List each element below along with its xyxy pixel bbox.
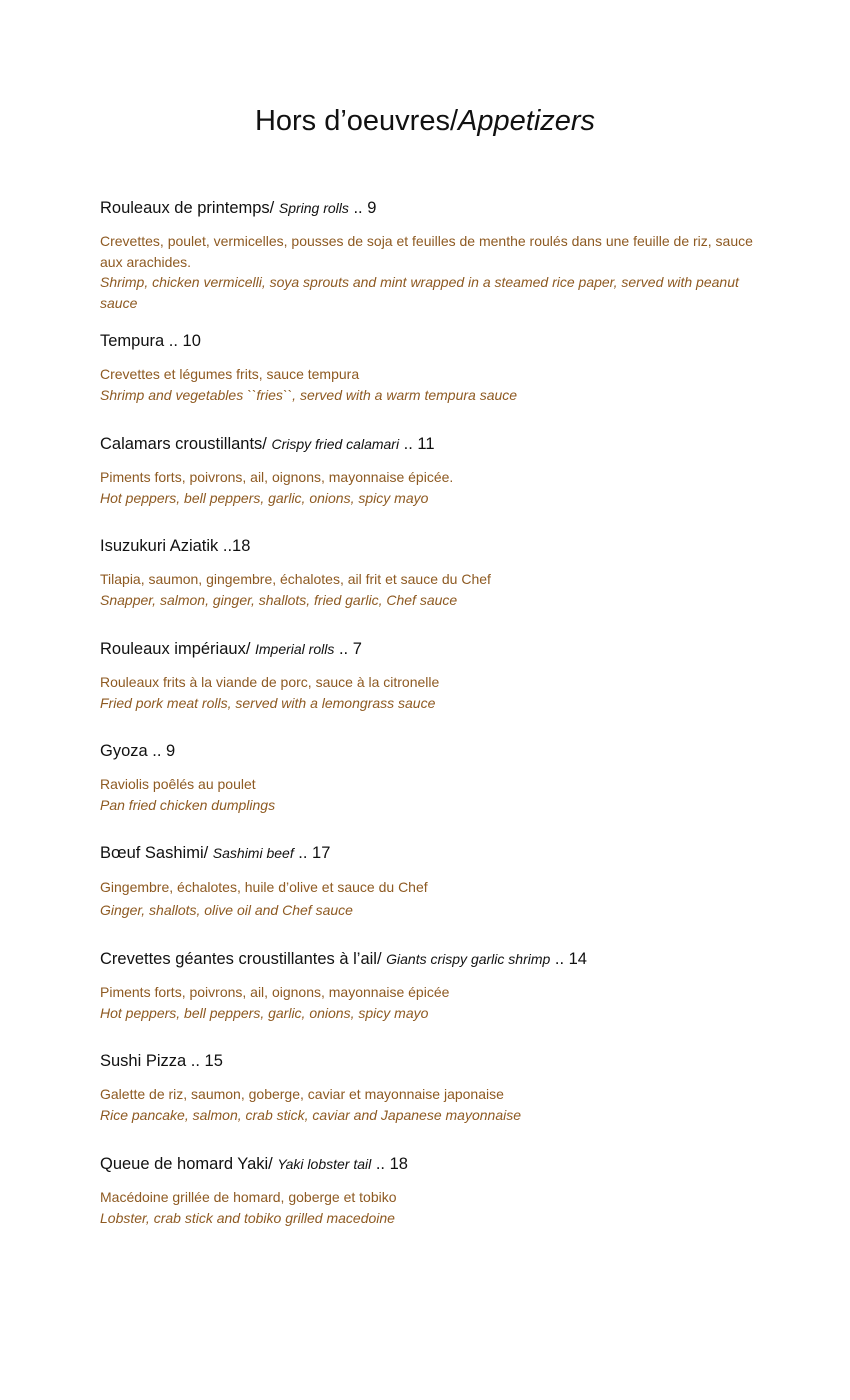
page-title <box>0 103 850 139</box>
menu-item-garlic-shrimp <box>100 948 760 1023</box>
item-heading <box>100 535 760 557</box>
menu-item-lobster-tail <box>100 1153 760 1228</box>
desc-en: Fried pork meat rolls, served with a lemongrass sauce <box>100 694 436 711</box>
item-description <box>100 672 760 713</box>
item-heading <box>100 330 760 352</box>
item-price: .. 18 <box>371 1155 408 1173</box>
item-description <box>100 876 760 922</box>
desc-en: Pan fried chicken dumplings <box>100 796 276 813</box>
item-name-fr: Bœuf Sashimi/ <box>100 844 213 862</box>
item-price: .. 10 <box>164 332 201 350</box>
menu-item-isuzukuri <box>100 535 760 610</box>
item-name-en: Crispy fried calamari <box>271 436 400 452</box>
item-heading <box>100 842 760 864</box>
desc-fr: Piments forts, poivrons, ail, oignons, mayonnaise épicée. <box>100 469 454 485</box>
item-price: .. 11 <box>399 435 435 453</box>
item-heading <box>100 1153 760 1175</box>
item-heading <box>100 433 760 455</box>
item-name-fr: Isuzukuri Aziatik <box>100 537 219 555</box>
desc-fr: Rouleaux frits à la viande de porc, sauce à la citronelle <box>100 674 440 690</box>
item-name-en: Imperial rolls <box>255 641 335 657</box>
item-description <box>100 982 760 1023</box>
desc-en: Hot peppers, bell peppers, garlic, onions, spicy mayo <box>100 489 429 506</box>
title-fr: Hors d’oeuvres/ <box>254 105 459 137</box>
desc-en: Hot peppers, bell peppers, garlic, onions, spicy mayo <box>100 1004 429 1021</box>
item-name-fr: Crevettes géantes croustillantes à l’ail/ <box>100 950 387 968</box>
item-name-en: Spring rolls <box>278 200 349 216</box>
item-description <box>100 774 760 815</box>
item-name-en: Yaki lobster tail <box>277 1156 372 1172</box>
desc-en: Lobster, crab stick and tobiko grilled macedoine <box>100 1209 395 1226</box>
item-name-fr: Rouleaux de printemps/ <box>100 199 279 217</box>
item-price: .. 9 <box>152 742 176 760</box>
item-description <box>100 231 760 313</box>
item-name-en: Giants crispy garlic shrimp <box>386 951 551 967</box>
item-description <box>100 467 760 508</box>
item-name-fr: Calamars croustillants/ <box>100 435 272 453</box>
item-name-fr: Queue de homard Yaki/ <box>100 1155 278 1173</box>
item-price: ..18 <box>218 537 251 555</box>
item-heading <box>100 197 760 219</box>
menu-item-sushi-pizza <box>100 1050 760 1125</box>
menu-item-imperial-rolls <box>100 638 760 713</box>
desc-en: Ginger, shallots, olive oil and Chef sauce <box>100 902 353 918</box>
menu-item-sashimi-beef <box>100 842 760 922</box>
desc-en: Shrimp and vegetables ``fries``, served with a warm tempura sauce <box>100 386 518 403</box>
desc-en: Shrimp, chicken vermicelli, soya sprouts and mint wrapped in a steamed rice paper, served with peanut sauce <box>100 274 739 311</box>
menu-item-spring-rolls <box>100 197 760 313</box>
item-name-fr: Tempura <box>100 332 165 350</box>
item-name-en: Sashimi beef <box>212 845 294 861</box>
item-price: .. 7 <box>334 640 362 658</box>
menu-item-gyoza <box>100 740 760 815</box>
item-price: .. 9 <box>348 199 377 217</box>
item-heading <box>100 1050 760 1072</box>
item-price: .. 17 <box>293 844 331 862</box>
item-name-fr: Rouleaux impériaux/ <box>100 640 255 658</box>
item-heading <box>100 638 760 660</box>
item-price: .. 15 <box>186 1052 223 1070</box>
desc-fr: Raviolis poêlés au poulet <box>100 776 256 792</box>
desc-fr: Galette de riz, saumon, goberge, caviar et mayonnaise japonaise <box>100 1086 504 1102</box>
desc-fr: Tilapia, saumon, gingembre, échalotes, ail frit et sauce du Chef <box>100 571 491 587</box>
item-description <box>100 364 760 405</box>
desc-en: Rice pancake, salmon, crab stick, caviar and Japanese mayonnaise <box>100 1106 521 1123</box>
item-heading <box>100 948 760 970</box>
desc-en: Snapper, salmon, ginger, shallots, fried garlic, Chef sauce <box>100 591 458 608</box>
item-description <box>100 569 760 610</box>
title-en: Appetizers <box>458 105 596 137</box>
desc-fr: Crevettes, poulet, vermicelles, pousses de soja et feuilles de menthe roulés dans une feuille de riz, sauce aux arachides. <box>100 233 753 270</box>
item-name-fr: Sushi Pizza <box>100 1052 187 1070</box>
desc-fr: Macédoine grillée de homard, goberge et tobiko <box>100 1189 397 1205</box>
menu-item-tempura <box>100 330 760 405</box>
desc-fr: Crevettes et légumes frits, sauce tempura <box>100 366 360 382</box>
item-description <box>100 1084 760 1125</box>
item-name-fr: Gyoza <box>100 742 153 760</box>
menu-item-calamari <box>100 433 760 508</box>
item-heading <box>100 740 760 762</box>
item-description <box>100 1187 760 1228</box>
item-price: .. 14 <box>550 950 587 968</box>
desc-fr: Gingembre, échalotes, huile d’olive et sauce du Chef <box>100 879 428 895</box>
desc-fr: Piments forts, poivrons, ail, oignons, mayonnaise épicée <box>100 984 450 1000</box>
